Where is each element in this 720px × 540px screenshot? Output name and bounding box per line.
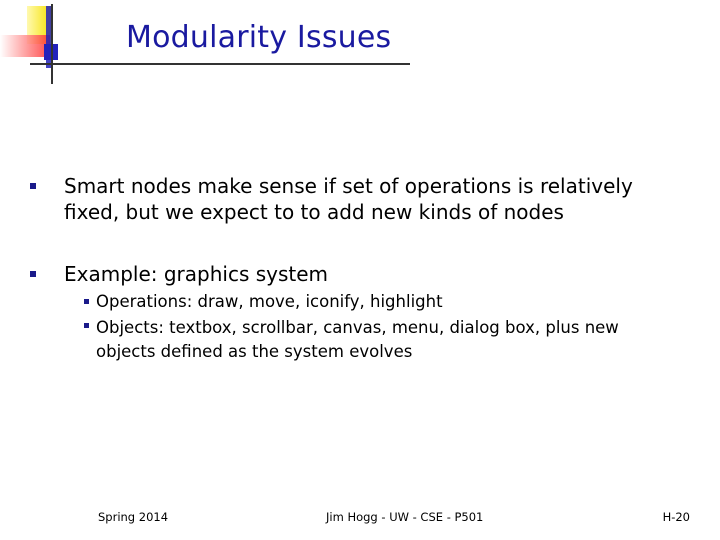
bullet-1-line-2: fixed, but we expect to to add new kinds of nodes <box>64 200 564 224</box>
sub-bullet-marker <box>84 323 89 328</box>
title-underline <box>30 63 410 65</box>
footer-page-number: H-20 <box>662 510 690 524</box>
bullet-1-line-1: Smart nodes make sense if set of operations is relatively <box>64 174 633 198</box>
sub-bullet-2-line-1: Objects: textbox, scrollbar, canvas, menu, dialog box, plus new <box>96 318 619 337</box>
sub-bullet-1-line-1: Operations: draw, move, iconify, highlight <box>96 292 443 311</box>
sub-bullet-marker <box>84 299 89 304</box>
footer-date: Spring 2014 <box>98 510 169 524</box>
bullet-marker <box>30 183 36 189</box>
sub-bullet-2-line-2: objects defined as the system evolves <box>96 342 413 361</box>
bullet-marker <box>30 271 36 277</box>
slide-logo <box>0 0 110 90</box>
bullet-2-line-1: Example: graphics system <box>64 262 329 286</box>
slide-title: Modularity Issues <box>126 20 392 55</box>
footer-author: Jim Hogg - UW - CSE - P501 <box>326 510 484 524</box>
